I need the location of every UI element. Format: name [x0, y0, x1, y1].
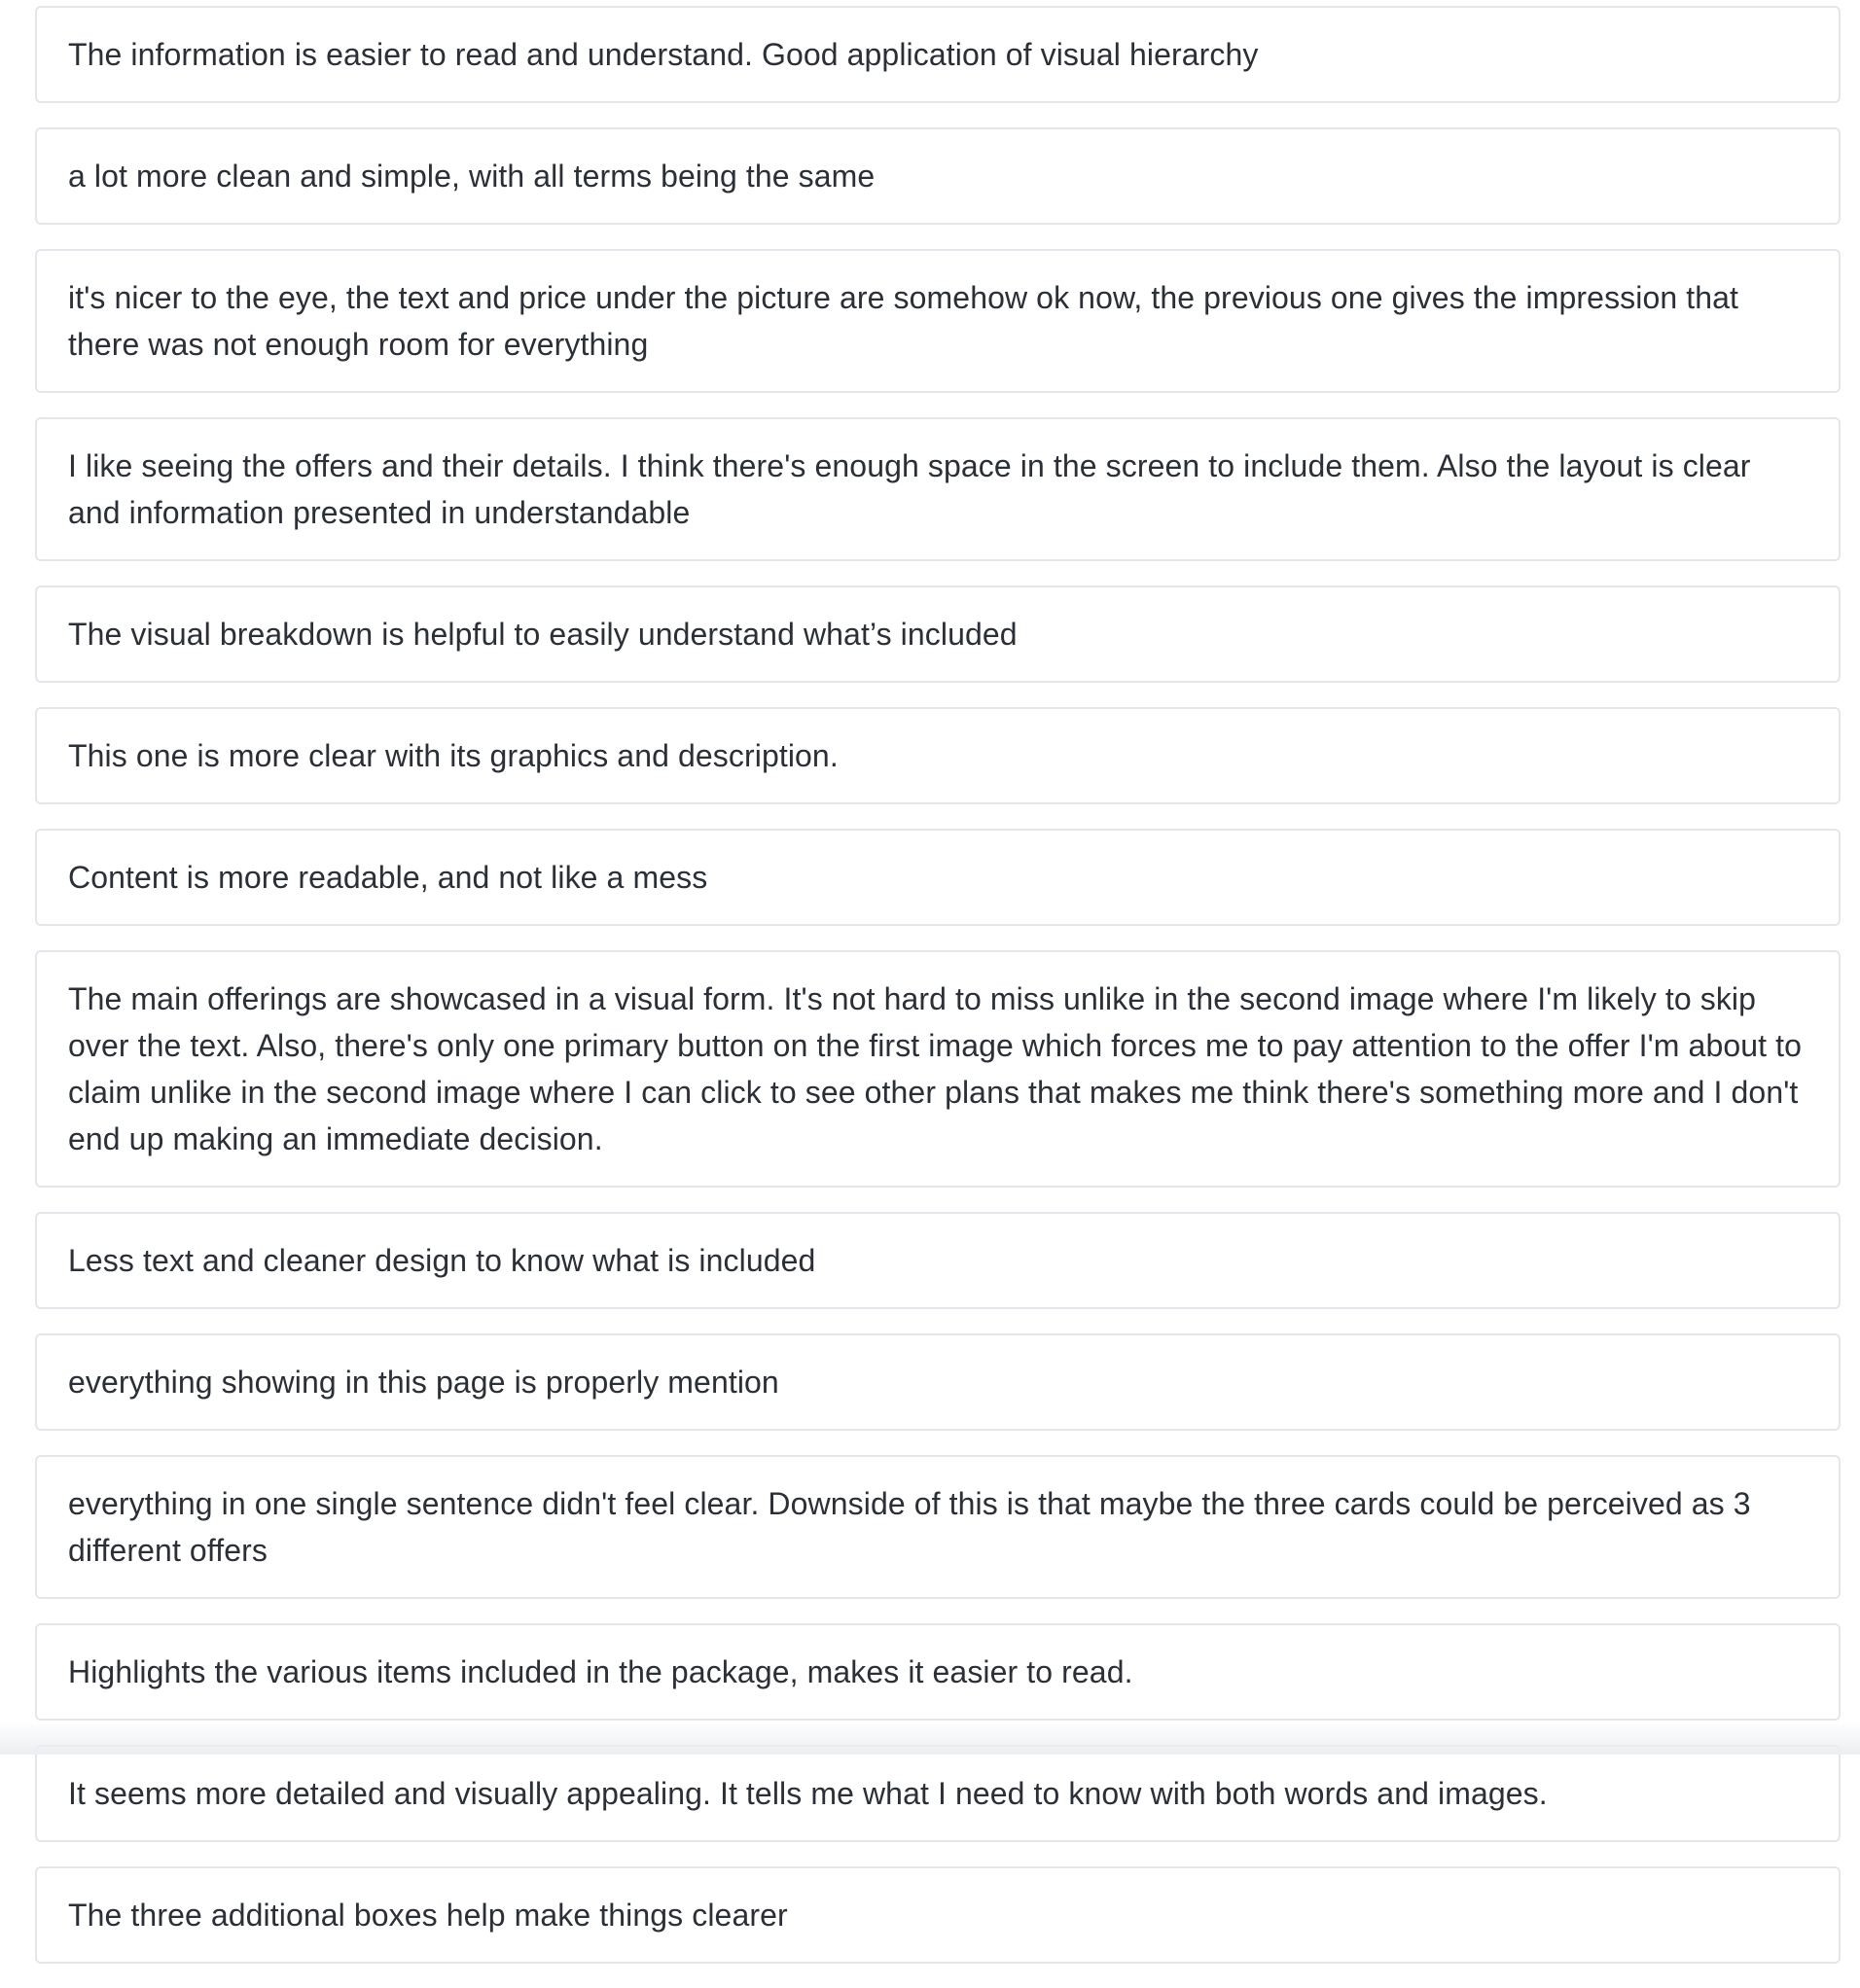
response-card: The three additional boxes help make things clearer [35, 1866, 1841, 1964]
response-card: The visual breakdown is helpful to easily understand what’s included [35, 586, 1841, 683]
response-card: everything showing in this page is properly mention [35, 1333, 1841, 1431]
response-card: a lot more clean and simple, with all terms being the same [35, 127, 1841, 225]
response-card: This one is more clear with its graphics and description. [35, 707, 1841, 804]
response-card: it's nicer to the eye, the text and price under the picture are somehow ok now, the previous one gives the impression that there was not enough room for everything [35, 249, 1841, 393]
response-card: I like seeing the offers and their details. I think there's enough space in the screen to include them. Also the layout is clear and information presented in understandable [35, 417, 1841, 561]
response-list [35, 6, 1841, 1988]
response-card: Content is more readable, and not like a mess [35, 829, 1841, 926]
response-card: Less text and cleaner design to know what is included [35, 1212, 1841, 1309]
response-card: The information is easier to read and understand. Good application of visual hierarchy [35, 6, 1841, 103]
response-card: Highlights the various items included in the package, makes it easier to read. [35, 1623, 1841, 1721]
response-card: everything in one single sentence didn't feel clear. Downside of this is that maybe the three cards could be perceived as 3 different offers [35, 1455, 1841, 1599]
response-card: It seems more detailed and visually appealing. It tells me what I need to know with both words and images. [35, 1745, 1841, 1842]
response-card: The main offerings are showcased in a visual form. It's not hard to miss unlike in the second image where I'm likely to skip over the text. Also, there's only one primary button on the first image which forces me to pay attention to the offer I'm about to claim unlike in the second image where I can click to see other plans that makes me think there's something more and I don't end up making an immediate decision. [35, 950, 1841, 1188]
